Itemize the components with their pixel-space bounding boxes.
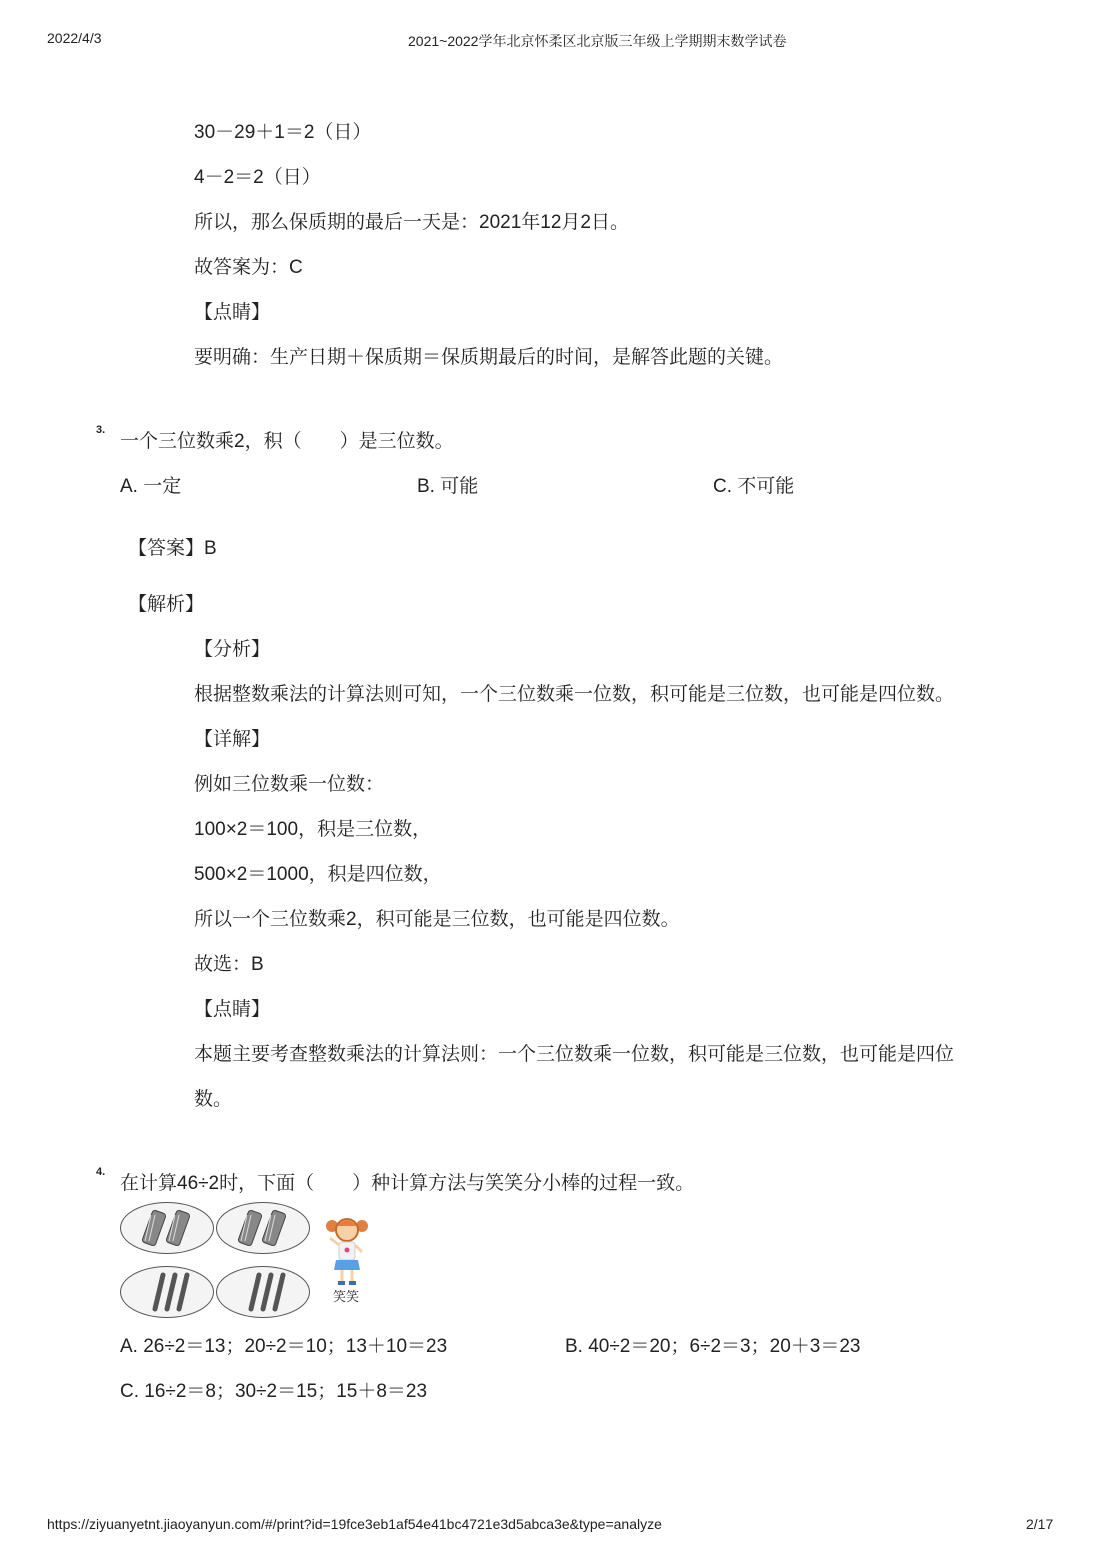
q3-analysis-line-6: 500×2＝1000，积是四位数， — [194, 864, 442, 885]
bundle-oval-top-left — [120, 1202, 214, 1254]
q2-line-2: 4－2＝2（日） — [194, 167, 321, 188]
header-title: 2021~2022学年北京怀柔区北京版三年级上学期期末数学试卷 — [408, 33, 787, 49]
q3-analysis-line-5: 100×2＝100，积是三位数， — [194, 819, 432, 840]
bundle-icon — [121, 1203, 213, 1253]
q3-analysis-line-10: 本题主要考查整数乘法的计算法则：一个三位数乘一位数，积可能是三位数，也可能是四位 — [194, 1044, 955, 1065]
stick-icon — [217, 1267, 309, 1317]
q3-analysis-line-3: 【详解】 — [194, 729, 271, 750]
footer-url[interactable]: https://ziyuanyetnt.jiaoyanyun.com/#/print?id=19fce3eb1af54e41bc4721e3d5abca3e&type=analyze — [47, 1516, 662, 1532]
q3-analysis-line-7: 所以一个三位数乘2，积可能是三位数，也可能是四位数。 — [194, 909, 680, 930]
q2-line-5: 【点睛】 — [194, 302, 271, 323]
girl-caption: 笑笑 — [333, 1289, 360, 1304]
q3-answer: 【答案】B — [128, 538, 217, 559]
q3-option-b: B. 可能 — [417, 476, 479, 497]
q3-number: 3. — [96, 424, 106, 436]
q3-analysis-line-1: 【分析】 — [194, 639, 271, 660]
stick-bundles-figure — [118, 1200, 378, 1322]
girl-figure — [322, 1212, 372, 1292]
q2-line-6: 要明确：生产日期＋保质期＝保质期最后的时间，是解答此题的关键。 — [194, 347, 784, 368]
stick-oval-bottom-right — [216, 1266, 310, 1318]
q2-line-3: 所以，那么保质期的最后一天是：2021年12月2日。 — [194, 212, 629, 233]
q4-stem: 在计算46÷2时，下面（ ）种计算方法与笑笑分小棒的过程一致。 — [120, 1173, 695, 1194]
stick-oval-bottom-left — [120, 1266, 214, 1318]
bundle-icon — [217, 1203, 309, 1253]
bundle-oval-top-right — [216, 1202, 310, 1254]
q3-option-c: C. 不可能 — [713, 476, 795, 497]
girl-icon — [322, 1212, 372, 1292]
q3-analysis-line-2: 根据整数乘法的计算法则可知，一个三位数乘一位数，积可能是三位数，也可能是四位数。 — [194, 684, 955, 705]
q4-option-b: B. 40÷2＝20；6÷2＝3；20＋3＝23 — [565, 1336, 861, 1357]
q3-analysis-heading: 【解析】 — [128, 594, 205, 615]
q3-analysis-line-11: 数。 — [194, 1089, 233, 1110]
q3-analysis-line-4: 例如三位数乘一位数： — [194, 774, 385, 795]
header-date: 2022/4/3 — [47, 30, 102, 46]
q4-number: 4. — [96, 1166, 106, 1178]
q2-line-1: 30－29＋1＝2（日） — [194, 122, 372, 143]
q3-analysis-line-9: 【点睛】 — [194, 999, 271, 1020]
footer-page-number: 2/17 — [1026, 1516, 1054, 1532]
q4-option-a: A. 26÷2＝13；20÷2＝10；13＋10＝23 — [120, 1336, 448, 1357]
q3-stem: 一个三位数乘2，积（ ）是三位数。 — [120, 431, 454, 452]
q3-option-a: A. 一定 — [120, 476, 182, 497]
q2-line-4: 故答案为：C — [194, 257, 303, 278]
q4-option-c: C. 16÷2＝8；30÷2＝15；15＋8＝23 — [120, 1381, 428, 1402]
q3-analysis-line-8: 故选：B — [194, 954, 264, 975]
stick-icon — [121, 1267, 213, 1317]
